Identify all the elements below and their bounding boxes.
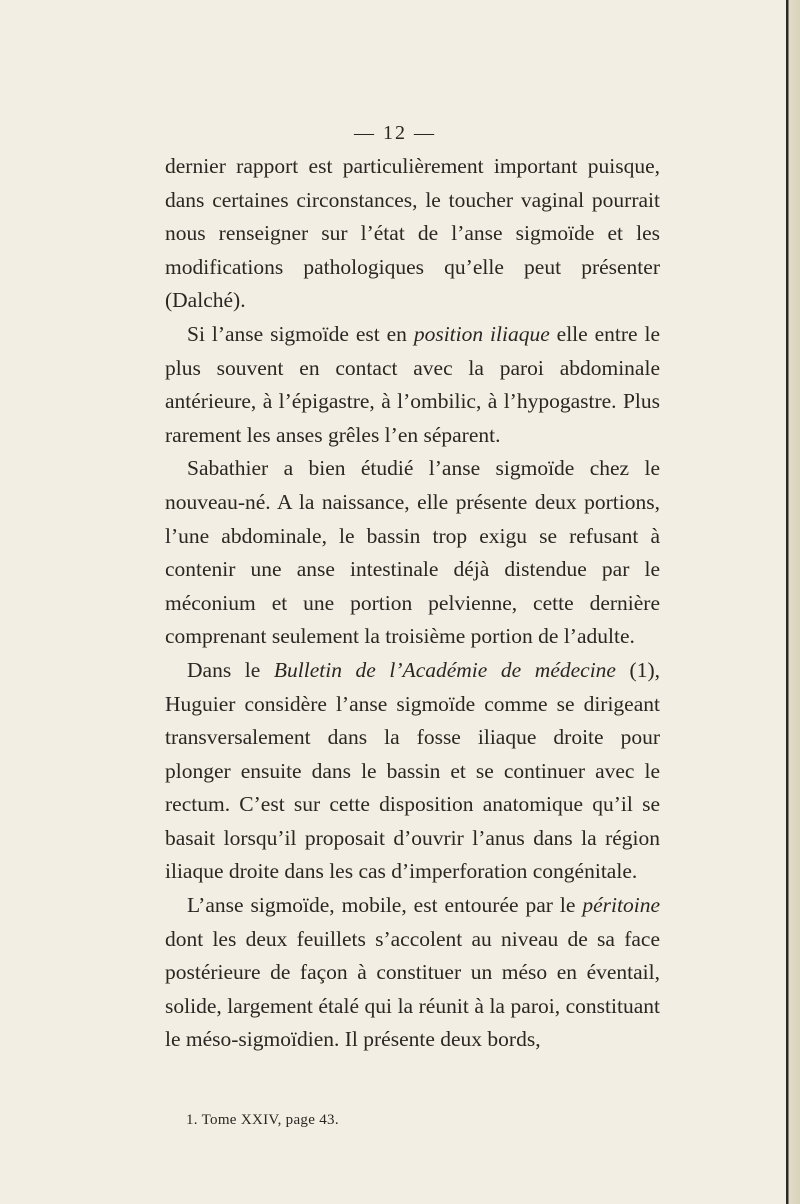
page-number: — 12 — xyxy=(354,122,436,144)
paragraph-5-italic: péritoine xyxy=(582,893,660,918)
paragraph-1-text: dernier rapport est particulièrement important puisque, dans certaines circonstances, le toucher vaginal pourrait nous renseigner sur l’état de l’anse sigmoïde et les modifications pathologiques qu’elle peut présenter (Dalché). xyxy=(165,154,660,313)
paragraph-4-text-b: (1), Huguier considère l’anse sigmoïde comme se dirigeant transversalement dans la fosse iliaque droite pour plonger ensuite dans le bassin et se continuer avec le rectum. C’est sur cette disposition anatomique qu’il se basait lorsqu’il proposait d’ouvrir l’anus dans la région iliaque droite dans les cas d’imperforation congénitale. xyxy=(165,657,661,884)
paragraph-5-text-a: L’anse sigmoïde, mobile, est entourée par le xyxy=(187,893,583,918)
paragraph-2-text-a: Si l’anse sigmoïde est en xyxy=(187,321,414,346)
paragraph-5-text-b: dont les deux feuillets s’accolent au niveau de sa face postérieure de façon à constituer un méso en éventail, solide, largement étalé qui la réunit à la paroi, constituant le méso-sigmoïdien. Il présente deux bords, xyxy=(165,926,660,1052)
paragraph-5 xyxy=(165,889,660,1057)
body-text xyxy=(165,150,660,1057)
paragraph-3 xyxy=(165,452,660,654)
paragraph-2-text-b: elle entre le plus souvent en contact avec la paroi abdominale antérieure, à l’épigastre, à l’ombilic, à l’hypogastre. Plus rarement les anses grêles l’en séparent. xyxy=(165,321,660,447)
paragraph-3-text: Sabathier a bien étudié l’anse sigmoïde chez le nouveau-né. A la naissance, elle présente deux portions, l’une abdominale, le bassin trop exigu se refusant à contenir une anse intestinale déjà distendue par le méconium et une portion pelvienne, cette dernière comprenant seulement la troisième portion de l’adulte. xyxy=(165,456,660,649)
paragraph-4-text-a: Dans le xyxy=(187,657,274,682)
page-edge xyxy=(786,0,800,1204)
paragraph-2 xyxy=(165,318,660,452)
paragraph-2-italic: position iliaque xyxy=(413,321,550,346)
footnote: 1. Tome XXIV, page 43. xyxy=(186,1112,339,1128)
paragraph-4 xyxy=(165,654,660,889)
paragraph-1 xyxy=(165,150,660,318)
paragraph-4-italic: Bulletin de l’Académie de médecine xyxy=(273,657,616,682)
